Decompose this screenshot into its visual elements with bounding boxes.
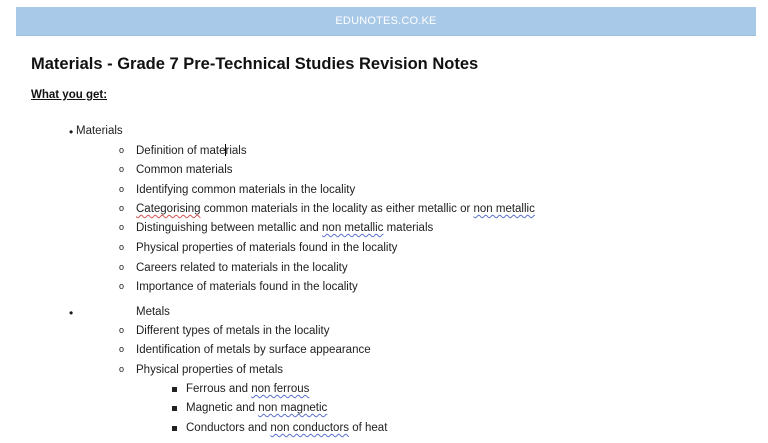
list-item: Physical properties of materials found in the locality (136, 242, 398, 254)
level2-bullet-icon: o (119, 344, 125, 354)
spelling-flag[interactable]: Categorising (136, 203, 201, 215)
list-item[interactable]: Definition of materials (136, 145, 247, 157)
level1-bullet-icon: • (69, 125, 74, 139)
list-item: Physical properties of metals (136, 364, 284, 376)
level3-square-bullet-icon (172, 426, 177, 431)
level2-bullet-icon: o (119, 164, 125, 174)
grammar-flag[interactable]: non magnetic (258, 402, 328, 414)
grammar-flag[interactable]: non metallic (322, 222, 384, 234)
list-item: Identification of metals by surface appearance (136, 344, 371, 356)
level2-bullet-icon: o (119, 184, 125, 194)
list-item: Different types of metals in the locality (136, 325, 330, 337)
section-label-materials: Materials (76, 125, 123, 137)
list-subitem: Magnetic and non magnetic (186, 402, 328, 414)
level2-bullet-icon: o (119, 364, 125, 374)
level2-bullet-icon: o (119, 281, 125, 291)
level2-bullet-icon: o (119, 262, 125, 272)
level2-bullet-icon: o (119, 145, 125, 155)
grammar-flag[interactable]: non ferrous (251, 383, 310, 395)
grammar-flag[interactable]: non metallic (473, 203, 535, 215)
list-subitem: Ferrous and non ferrous (186, 383, 310, 395)
what-you-get-heading: What you get: (31, 89, 108, 101)
list-item: Careers related to materials in the locality (136, 262, 348, 274)
site-name: EDUNOTES.CO.KE (335, 15, 437, 27)
level2-bullet-icon: o (119, 242, 125, 252)
level2-bullet-icon: o (119, 325, 125, 335)
level2-bullet-icon: o (119, 203, 125, 213)
site-header-band (16, 7, 756, 36)
list-item: Categorising common materials in the locality as either metallic or non metallic (136, 203, 535, 215)
grammar-flag[interactable]: non conductors (270, 422, 350, 434)
page-title: Materials - Grade 7 Pre-Technical Studies Revision Notes (31, 55, 479, 73)
level3-square-bullet-icon (172, 406, 177, 411)
list-subitem: Conductors and non conductors of heat (186, 422, 388, 434)
level3-square-bullet-icon (172, 387, 177, 392)
list-item: Identifying common materials in the locality (136, 184, 356, 196)
list-item: Common materials (136, 164, 233, 176)
list-item: Importance of materials found in the locality (136, 281, 358, 293)
level2-bullet-icon: o (119, 222, 125, 232)
level1-bullet-icon: • (69, 306, 74, 320)
section-label-metals: Metals (136, 306, 170, 318)
list-item: Distinguishing between metallic and non metallic materials (136, 222, 434, 234)
